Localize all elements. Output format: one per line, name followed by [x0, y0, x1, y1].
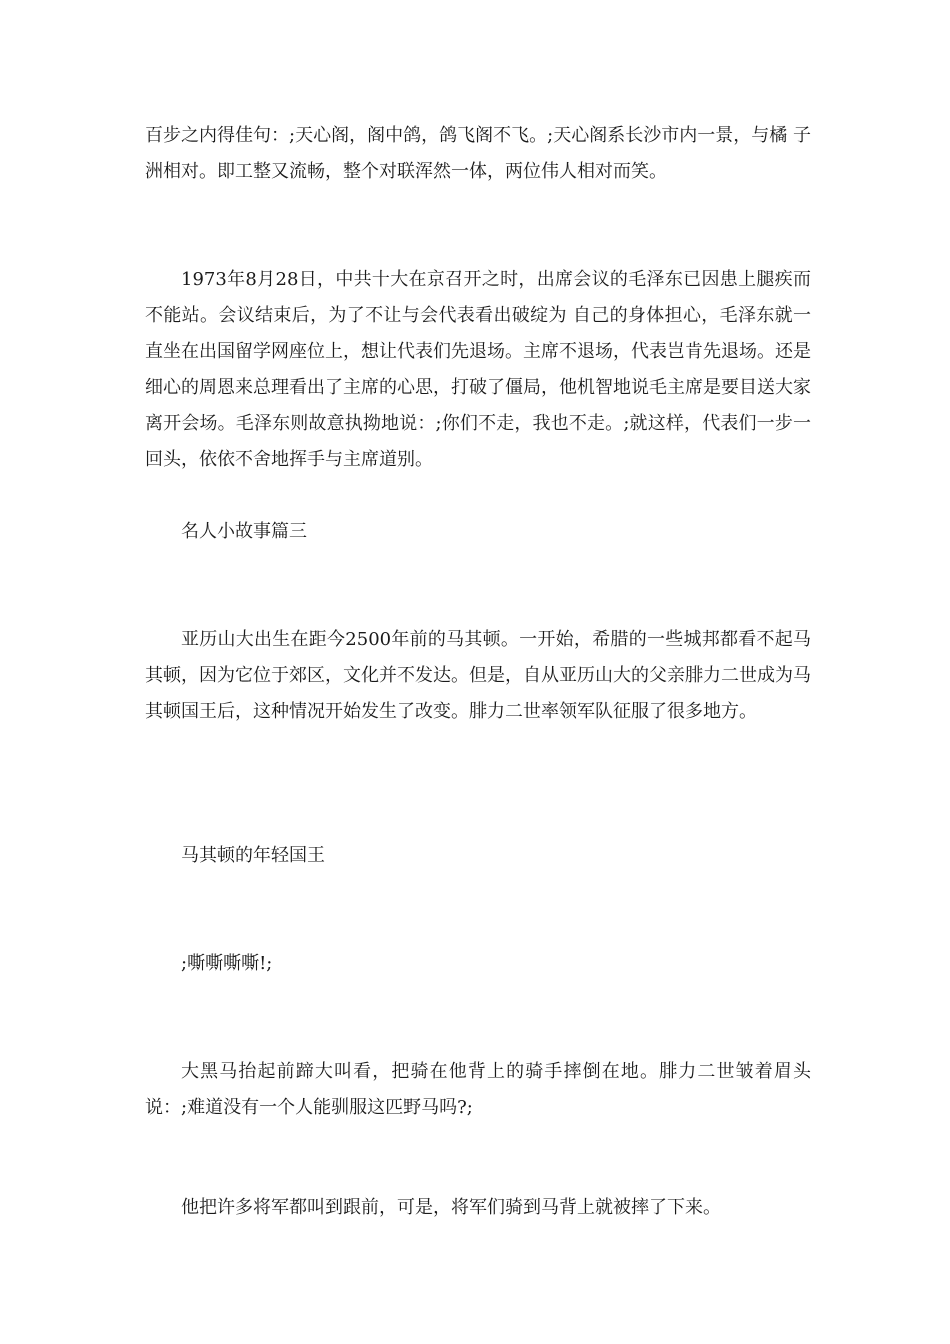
paragraph-horse-neigh: ;嘶嘶嘶嘶!; — [181, 953, 273, 974]
paragraph-tenth-congress: 1973年8月28日，中共十大在京召开之时，出席会议的毛泽东已因患上腿疾而不能站。会议结束后，为了不让与会代表看出破绽为 自己的身体担心，毛泽东就一直坐在出国留学网座位上，想让代表们先退场。主席不退场，代表岂肯先退场。还是细心的周恩来总理看出了主席的心思，打破了僵局，他机智地说毛主席是要目送大家离开会场。毛泽东则故意执拗地说：;你们不走，我也不走。;就这样，代表们一步一回头，依依不舍地挥手与主席道别。 — [145, 269, 811, 470]
paragraph-generals: 他把许多将军都叫到跟前，可是，将军们骑到马背上就被摔了下来。 — [181, 1197, 721, 1218]
paragraph-black-horse: 大黑马抬起前蹄大叫看，把骑在他背上的骑手摔倒在地。腓力二世皱着眉头说：;难道没有一个人能驯服这匹野马吗?; — [145, 1061, 811, 1118]
paragraph-alexander-birth: 亚历山大出生在距今2500年前的马其顿。一开始，希腊的一些城邦都看不起马其顿，因为它位于郊区，文化并不发达。但是，自从亚历山大的父亲腓力二世成为马其顿国王后，这种情况开始发生了改变。腓力二世率领军队征服了很多地方。 — [145, 629, 811, 722]
section-heading: 名人小故事篇三 — [181, 521, 307, 542]
subheading-young-king: 马其顿的年轻国王 — [181, 845, 325, 866]
paragraph-couplet-ending: 百步之内得佳句：;天心阁，阁中鸽，鸽飞阁不飞。;天心阁系长沙市内一景，与橘 子洲相对。即工整又流畅，整个对联浑然一体，两位伟人相对而笑。 — [145, 125, 811, 182]
